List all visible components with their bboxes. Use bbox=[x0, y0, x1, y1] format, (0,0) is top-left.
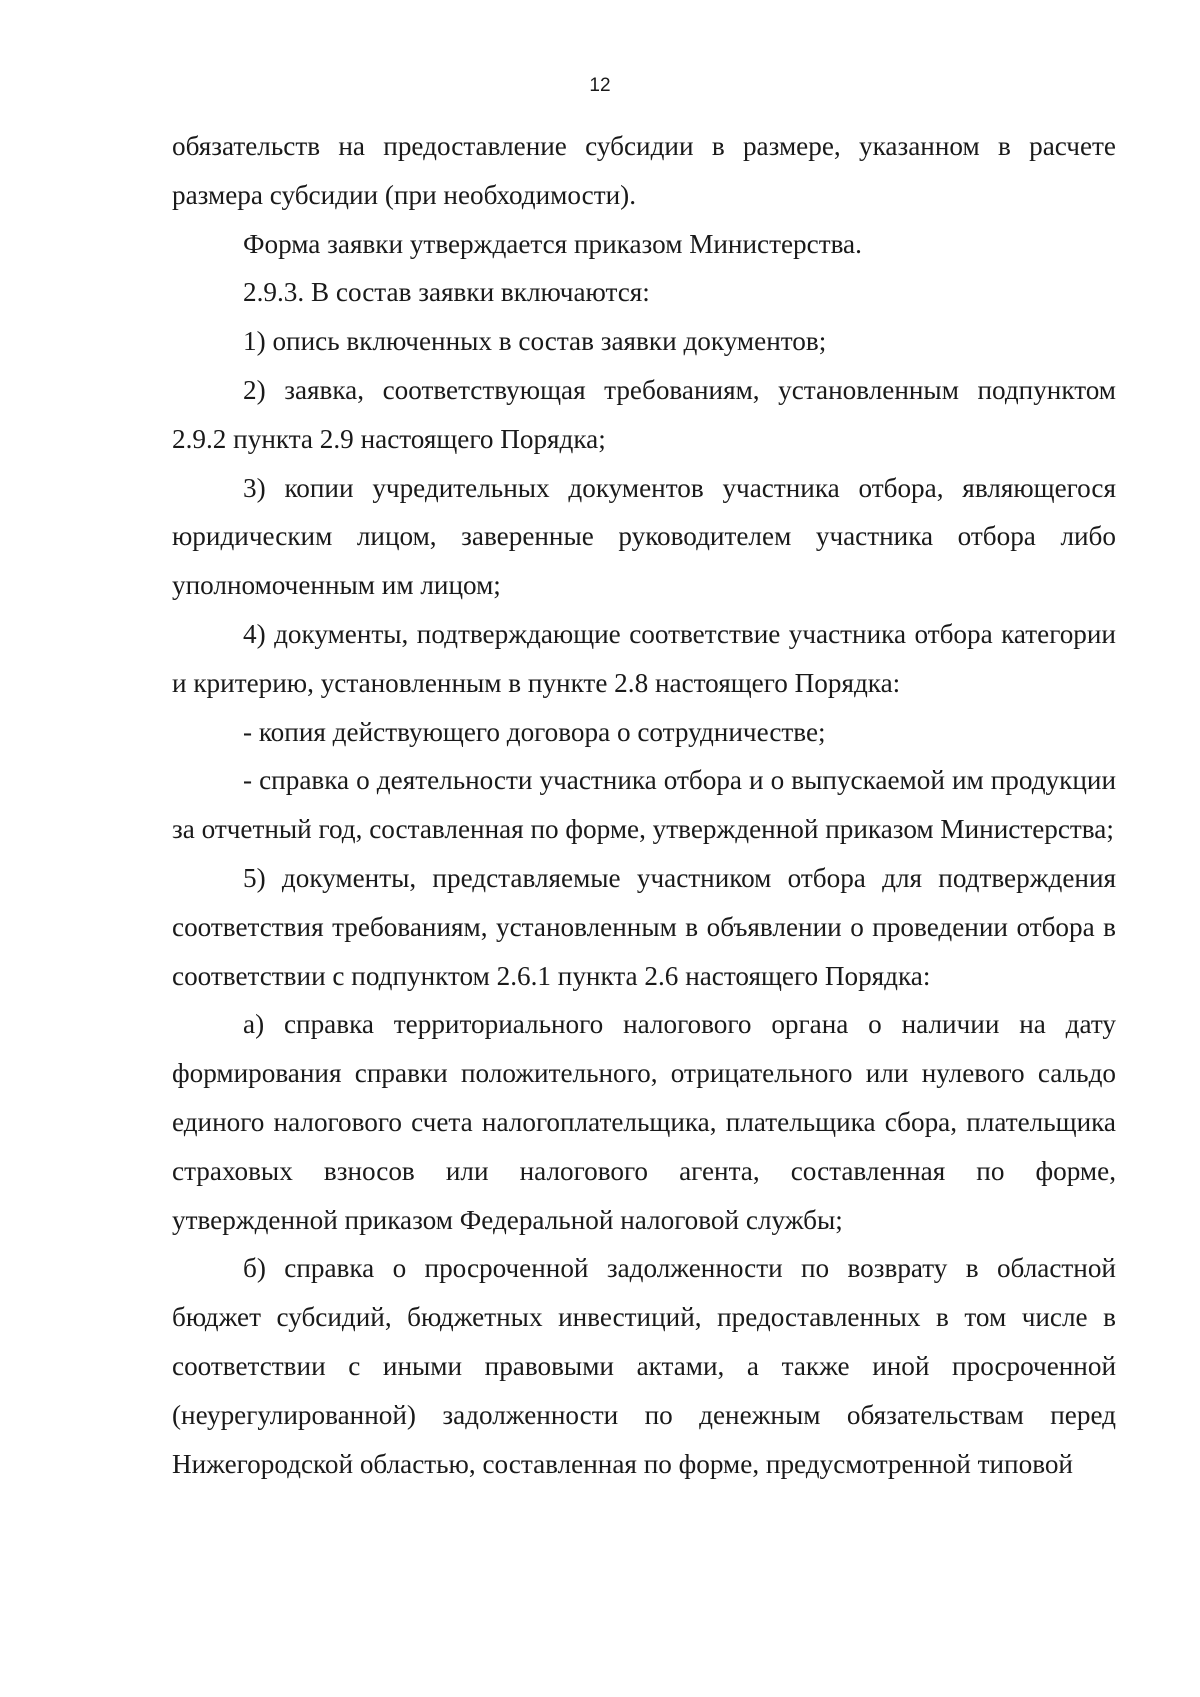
list-item-1: 1) опись включенных в состав заявки документов; bbox=[243, 326, 827, 357]
document-body bbox=[172, 122, 1116, 1488]
paragraph-application-form: Форма заявки утверждается приказом Министерства. bbox=[243, 228, 862, 259]
list-item-5: 5) документы, представляемые участником отбора для подтверждения соответствия требованиям, установленным в объявлении о проведении отбора в соответствии с подпунктом 2.6.1 пункта 2.6 настоящего Порядка: bbox=[172, 862, 1116, 991]
list-item-4: 4) документы, подтверждающие соответствие участника отбора категории и критерию, установленным в пункте 2.8 настоящего Порядка: bbox=[172, 618, 1116, 698]
list-item-2: 2) заявка, соответствующая требованиям, установленным подпунктом 2.9.2 пункта 2.9 настоящего Порядка; bbox=[172, 374, 1116, 454]
page-number: 12 bbox=[589, 75, 611, 96]
list-subitem-a-tax-certificate: а) справка территориального налогового органа о наличии на дату формирования справки положительного, отрицательного или нулевого сальдо единого налогового счета налогоплательщика, плательщика сбора, плательщика страховых взносов или налогового агента, составленная по форме, утвержденной приказом Федеральной налоговой службы; bbox=[172, 1009, 1116, 1235]
list-subitem-cooperation-agreement: - копия действующего договора о сотрудничестве; bbox=[243, 716, 826, 747]
paragraph-clause-2-9-3: 2.9.3. В состав заявки включаются: bbox=[243, 277, 650, 308]
list-subitem-b-debt-certificate: б) справка о просроченной задолженности по возврату в областной бюджет субсидий, бюджетных инвестиций, предоставленных в том числе в соответствии с иными правовыми актами, а также иной просроченной (неурегулированной) задолженности по денежным обязательствам перед Нижегородской областью, составленная по форме, предусмотренной типовой bbox=[172, 1253, 1116, 1479]
list-subitem-activity-certificate: - справка о деятельности участника отбора и о выпускаемой им продукции за отчетный год, составленная по форме, утвержденной приказом Министерства; bbox=[172, 765, 1116, 845]
paragraph-continuation: обязательств на предоставление субсидии в размере, указанном в расчете размера субсидии (при необходимости). bbox=[172, 131, 1116, 210]
list-item-3: 3) копии учредительных документов участника отбора, являющегося юридическим лицом, заверенные руководителем участника отбора либо уполномоченным им лицом; bbox=[172, 472, 1116, 601]
